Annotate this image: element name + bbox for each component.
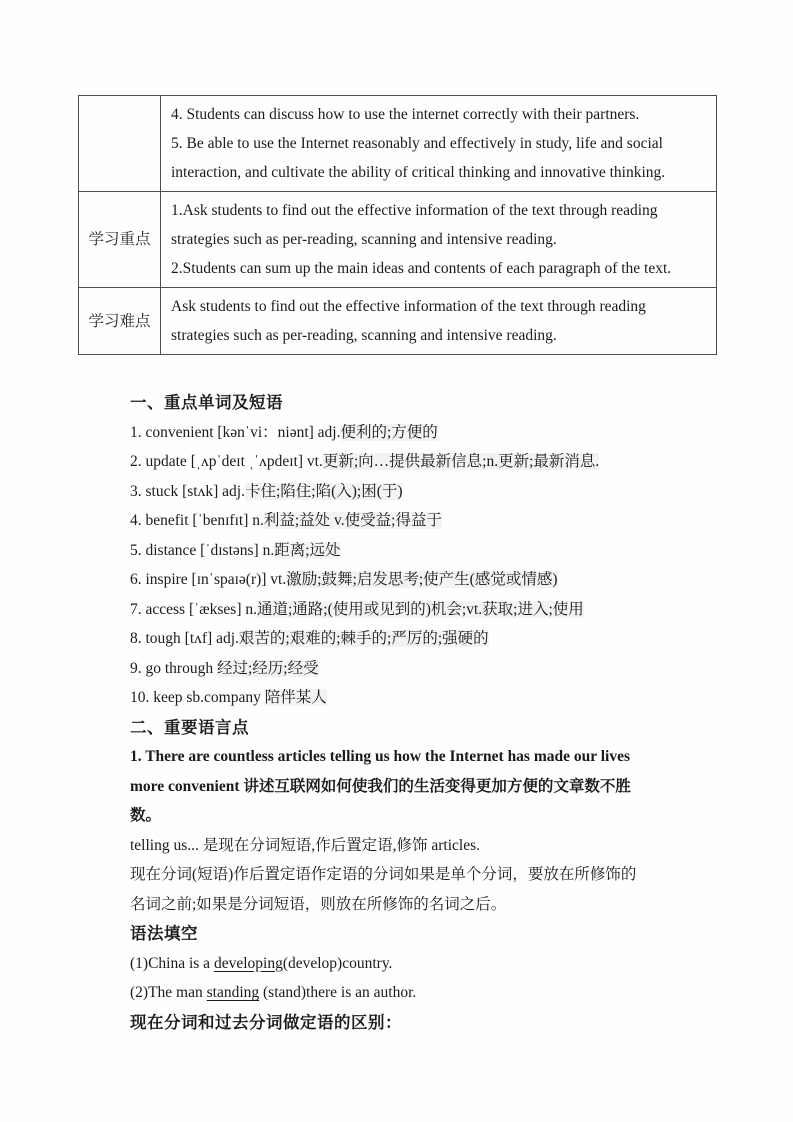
row-label-cell (79, 96, 161, 192)
word-zh: 卡住;陷住;陷(入);困(于) (244, 482, 403, 500)
word-en: 3. stuck [stʌk] adj. (130, 482, 245, 500)
cell-line: strategies such as per-reading, scanning and intensive reading. (171, 231, 557, 248)
grammar-fill-heading: 语法填空 (130, 924, 198, 943)
fill-blank: standing (206, 984, 260, 1001)
word-zh: 便利的;方便的 (340, 423, 438, 441)
word-zh: 陪伴某人 (264, 689, 327, 706)
word-zh: 经过;经历;经受 (216, 659, 319, 677)
word-item-9 (130, 654, 695, 684)
word-zh: 激励;鼓舞;启发思考;使产生(感觉或情感) (286, 571, 558, 588)
cell-line: 2.Students can sum up the main ideas and contents of each paragraph of the text. (171, 260, 672, 277)
word-item-1 (130, 418, 695, 448)
word-item-6 (130, 565, 695, 595)
word-zh: 通道;通路;(使用或见到的)机会;vt.获取;进入;使用 (256, 600, 584, 618)
word-en: 4. benefit [ˈbenɪfɪt] n. (130, 512, 264, 529)
word-item-4 (130, 506, 695, 536)
word-en: 8. tough [tʌf] adj. (130, 630, 239, 647)
rule-line: 名词之前;如果是分词短语，则放在所修饰的名词之后。 (130, 895, 507, 913)
word-en: 7. access [ˈækses] n. (130, 600, 257, 618)
word-item-2 (130, 447, 695, 477)
language-point-line: 1. There are countless articles telling us how the Internet has made our lives (130, 748, 630, 765)
difference-heading: 现在分词和过去分词做定语的区别： (130, 1012, 402, 1032)
word-zh: 距离;远处 (274, 541, 341, 559)
section1-heading: 一、重点单词及短语 (130, 393, 283, 412)
cell-line: interaction, and cultivate the ability of critical thinking and innovative thinking. (171, 164, 666, 181)
row-content-cell (161, 192, 717, 288)
cell-line: 1.Ask students to find out the effective information of the text through reading (171, 202, 658, 219)
lesson-info-table (78, 95, 717, 355)
table-row (79, 96, 717, 192)
cell-line: 5. Be able to use the Internet reasonably and effectively in study, life and social (171, 135, 663, 152)
word-item-8 (130, 624, 695, 654)
word-en: 2. update [ˌʌpˈdeɪt ˌˈʌpdeɪt] vt. (130, 453, 323, 470)
word-zh: 更新;向…提供最新信息;n.更新;最新消息. (322, 453, 600, 470)
row-label-cell: 学习重点 (79, 192, 161, 288)
word-en: 6. inspire [ɪnˈspaɪə(r)] vt. (130, 571, 287, 588)
grammar-fill-item-2 (130, 978, 695, 1008)
cell-line: Ask students to find out the effective information of the text through reading (171, 298, 646, 315)
document-body (130, 388, 695, 1037)
word-en: 9. go through (130, 659, 217, 677)
row-label-cell: 学习难点 (79, 288, 161, 355)
word-zh: 艰苦的;艰难的;棘手的;严厉的;强硬的 (238, 630, 489, 647)
word-item-5 (130, 536, 695, 566)
cell-line: 4. Students can discuss how to use the internet correctly with their partners. (171, 106, 640, 123)
grammar-fill-item-1 (130, 949, 695, 979)
word-en: 5. distance [ˈdɪstəns] n. (130, 541, 275, 559)
word-item-10 (130, 683, 695, 713)
fill-post: (stand)there is an author. (259, 984, 417, 1001)
word-item-7 (130, 595, 695, 625)
note-line: telling us... 是现在分词短语,作后置定语,修饰 articles. (130, 836, 481, 854)
row-content-cell (161, 96, 717, 192)
row-content-cell (161, 288, 717, 355)
word-en: 10. keep sb.company (130, 689, 265, 706)
word-zh: 利益;益处 v.使受益;得益于 (263, 512, 442, 529)
language-point-line: 数。 (130, 807, 162, 824)
fill-pre: (2)The man (130, 984, 207, 1001)
language-point-line: more convenient 讲述互联网如何使我们的生活变得更加方便的文章数不胜 (130, 777, 631, 795)
section2-heading: 二、重要语言点 (130, 717, 249, 737)
table-row (79, 288, 717, 355)
table-row (79, 192, 717, 288)
fill-post: (develop)country. (282, 954, 393, 972)
fill-pre: (1)China is a (130, 954, 214, 972)
rule-line: 现在分词(短语)作后置定语作定语的分词如果是单个分词，要放在所修饰的 (130, 866, 637, 883)
fill-blank: developing (213, 954, 283, 972)
word-en: 1. convenient [kənˈvi：niənt] adj. (130, 423, 341, 441)
word-item-3 (130, 477, 695, 507)
cell-line: strategies such as per-reading, scanning and intensive reading. (171, 327, 557, 344)
